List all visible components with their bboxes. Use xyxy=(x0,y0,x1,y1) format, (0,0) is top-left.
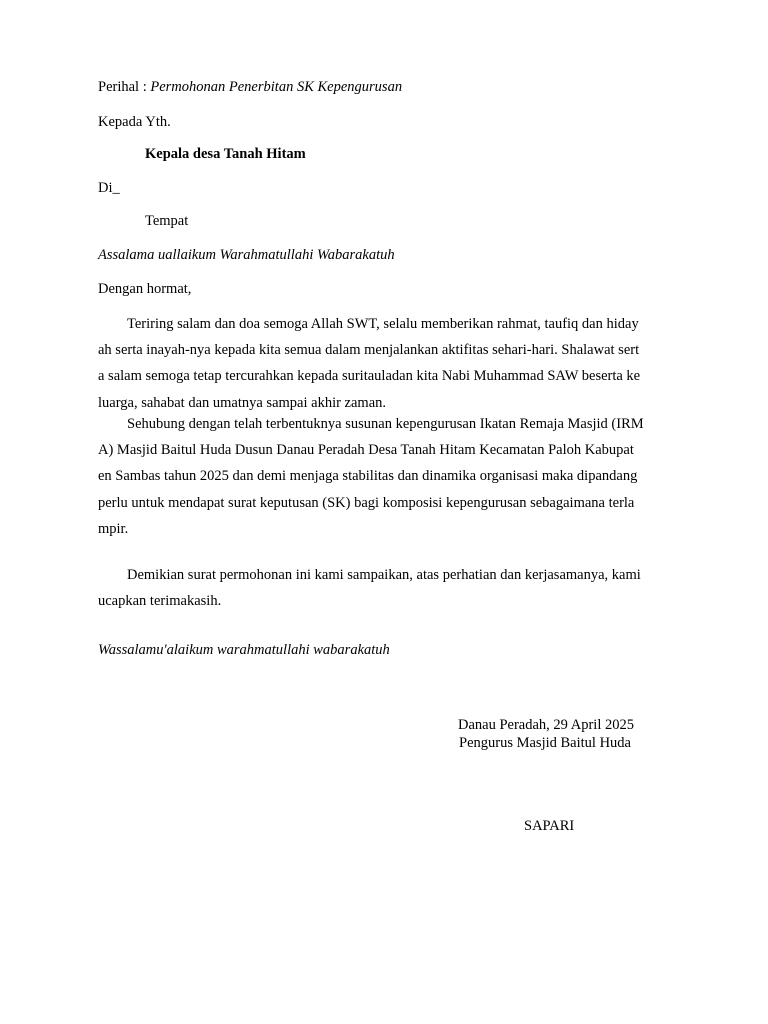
paragraph-3-line: ucapkan terimakasih. xyxy=(98,593,222,610)
paragraph-2-line: mpir. xyxy=(98,520,129,537)
paragraph-1-line: luarga, sahabat dan umatnya sampai akhir zaman. xyxy=(98,394,387,411)
paragraph-2-line: perlu untuk mendapat surat keputusan (SK) bagi komposisi kepengurusan sebagaimana terla xyxy=(98,494,635,511)
to-label: Kepada Yth. xyxy=(98,114,171,130)
signatory-name: SAPARI xyxy=(524,818,575,834)
paragraph-2-line: A) Masjid Baitul Huda Dusun Danau Peradah Desa Tanah Hitam Kecamatan Paloh Kabupat xyxy=(98,442,634,459)
place: Tempat xyxy=(145,213,189,229)
paragraph-1-line: Teriring salam dan doa semoga Allah SWT, selalu memberikan rahmat, taufiq dan hiday xyxy=(127,316,639,332)
paragraph-2 xyxy=(98,411,681,542)
greeting: Assalama uallaikum Warahmatullahi Wabarakatuh xyxy=(98,247,395,263)
subject-value: Permohonan Penerbitan SK Kepengurusan xyxy=(150,79,403,95)
paragraph-1-line: ah serta inayah-nya kepada kita semua dalam menjalankan aktifitas sehari-hari. Shalawat sert xyxy=(98,342,640,359)
place-date: Danau Peradah, 29 April 2025 xyxy=(458,717,634,733)
recipient: Kepala desa Tanah Hitam xyxy=(145,146,306,162)
paragraph-2-line: Sehubung dengan telah terbentuknya susunan kepengurusan Ikatan Remaja Masjid (IRM xyxy=(127,416,644,432)
subject-label: Perihal : xyxy=(98,79,151,95)
paragraph-1-line: a salam semoga tetap tercurahkan kepada suritauladan kita Nabi Muhammad SAW beserta ke xyxy=(98,368,641,385)
closing: Wassalamu'alaikum warahmatullahi wabarakatuh xyxy=(98,642,390,658)
salutation: Dengan hormat, xyxy=(98,281,192,297)
place-prefix: Di_ xyxy=(98,180,120,196)
subject-line xyxy=(98,79,402,96)
paragraph-3 xyxy=(98,562,681,614)
sender-org: Pengurus Masjid Baitul Huda xyxy=(459,735,631,751)
paragraph-1 xyxy=(98,311,681,416)
paragraph-2-line: en Sambas tahun 2025 dan demi menjaga stabilitas dan dinamika organisasi maka dipandang xyxy=(98,468,638,485)
paragraph-3-line: Demikian surat permohonan ini kami sampaikan, atas perhatian dan kerjasamanya, kami xyxy=(127,567,641,583)
